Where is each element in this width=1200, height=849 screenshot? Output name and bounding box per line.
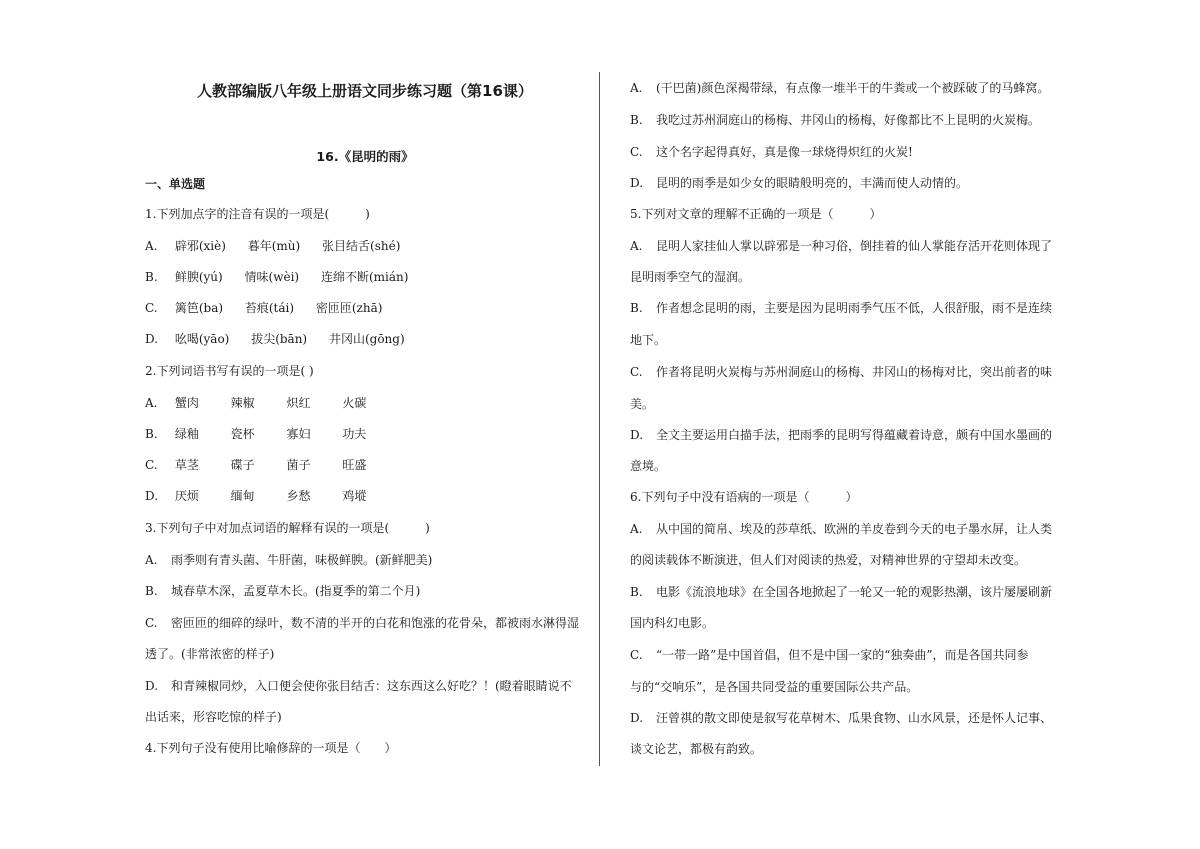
q3-option-a [145, 552, 432, 568]
option-label: C. [630, 145, 643, 159]
q2-option-a [145, 395, 394, 411]
q5-option-a-cont: 昆明雨季空气的湿润。 [630, 270, 751, 284]
q5-option-c [630, 364, 1052, 380]
q2-option-d [145, 488, 394, 504]
q4-option-d [630, 175, 968, 191]
q4-option-a [630, 80, 1049, 96]
option-label: A. [145, 553, 158, 567]
option-word: 缅甸 [230, 489, 255, 503]
document-title: 人教部编版八年级上册语文同步练习题（第16课） [197, 82, 533, 100]
option-text: 这个名字起得真好，真是像一球烧得炽红的火炭! [656, 145, 913, 159]
question-6-stem: 6.下列句子中没有语病的一项是（ ） [630, 490, 858, 504]
option-label: D. [630, 428, 644, 442]
q6-option-a-cont: 的阅读载体不断演进，但人们对阅读的热爱，对精神世界的守望却未改变。 [630, 553, 1027, 567]
option-text: 作者将昆明火炭梅与苏州洞庭山的杨梅、井冈山的杨梅对比，突出前者的味 [656, 365, 1053, 379]
q3-option-d-cont: 出话来，形容吃惊的样子) [145, 710, 282, 724]
option-label: A. [630, 81, 643, 95]
q1-option-c [145, 300, 400, 316]
q2-option-b [145, 426, 394, 442]
option-label: A. [145, 239, 158, 253]
q3-option-c [145, 615, 579, 631]
question-1-stem: 1.下列加点字的注音有误的一项是( ) [145, 207, 370, 221]
option-label: B. [145, 270, 158, 284]
option-word: 暮年(mù) [247, 239, 301, 253]
q1-option-d [145, 331, 423, 347]
option-label: D. [145, 332, 159, 346]
option-label: D. [630, 176, 644, 190]
q5-option-b-cont: 地下。 [630, 333, 667, 347]
option-label: B. [630, 301, 643, 315]
q6-option-c-cont: 与的“交响乐”，是各国共同受益的重要国际公共产品。 [630, 680, 919, 694]
q6-option-c [630, 647, 1029, 663]
option-word: 辟邪(xiè) [174, 239, 226, 253]
option-text: 从中国的简帛、埃及的莎草纸、欧洲的羊皮卷到今天的电子墨水屏，让人类 [656, 522, 1053, 536]
option-word: 乡愁 [286, 489, 311, 503]
q1-option-b [145, 269, 426, 285]
question-3-stem: 3.下列句子中对加点词语的解释有误的一项是( ) [145, 521, 430, 535]
option-text: 昆明的雨季是如少女的眼睛般明亮的，丰满而使人动情的。 [656, 176, 969, 190]
option-label: C. [145, 458, 158, 472]
option-text: “一带一路”是中国首倡，但不是中国一家的“独奏曲”，而是各国共同参 [656, 648, 1029, 662]
option-text: 雨季则有青头菌、牛肝菌，味极鲜腴。(新鲜肥美) [171, 553, 433, 567]
q6-option-d-cont: 谈文论艺，都极有韵致。 [630, 742, 763, 756]
q4-option-c [630, 144, 913, 160]
option-word: 情味(wèi) [244, 270, 300, 284]
option-text: (干巴菌)颜色深褐带绿，有点像一堆半干的牛粪或一个被踩破了的马蜂窝。 [656, 81, 1050, 95]
option-word: 鸡㙡 [342, 489, 367, 503]
option-text: 全文主要运用白描手法，把雨季的昆明写得蕴藏着诗意，颇有中国水墨画的 [656, 428, 1053, 442]
option-word: 鲜腴(yú) [174, 270, 223, 284]
option-word: 辣椒 [230, 396, 255, 410]
q6-option-b [630, 584, 1052, 600]
option-word: 火碳 [342, 396, 367, 410]
option-label: D. [145, 489, 159, 503]
q5-option-a [630, 238, 1052, 254]
option-label: D. [145, 679, 159, 693]
option-text: 和青辣椒同炒，入口便会使你张目结舌：这东西这么好吃？！(瞪着眼睛说不 [171, 679, 572, 693]
q3-option-b [145, 583, 420, 599]
option-label: B. [630, 113, 643, 127]
q4-option-b [630, 112, 1040, 128]
question-4-stem: 4.下列句子没有使用比喻修辞的一项是（ ） [145, 741, 397, 755]
q3-option-d [145, 678, 572, 694]
option-word: 瓷杯 [230, 427, 255, 441]
question-5-stem: 5.下列对文章的理解不正确的一项是（ ） [630, 207, 882, 221]
option-text: 昆明人家挂仙人掌以辟邪是一种习俗，倒挂着的仙人掌能存活开花则体现了 [656, 239, 1053, 253]
option-word: 密匝匝(zhā) [315, 301, 383, 315]
option-text: 城春草木深，孟夏草木长。(指夏季的第二个月) [171, 584, 421, 598]
q6-option-a [630, 521, 1052, 537]
option-word: 碟子 [230, 458, 255, 472]
option-text: 我吃过苏州洞庭山的杨梅、井冈山的杨梅，好像都比不上昆明的火炭梅。 [656, 113, 1041, 127]
option-label: D. [630, 711, 644, 725]
option-word: 连绵不断(mián) [320, 270, 409, 284]
option-word: 旺盛 [342, 458, 367, 472]
option-word: 篱笆(ba) [174, 301, 224, 315]
option-word: 寡妇 [286, 427, 311, 441]
option-label: C. [630, 365, 643, 379]
q1-option-a [145, 238, 418, 254]
option-label: B. [145, 427, 158, 441]
lesson-title: 16.《昆明的雨》 [316, 149, 414, 164]
q6-option-b-cont: 国内科幻电影。 [630, 616, 715, 630]
q5-option-d [630, 427, 1052, 443]
option-label: C. [145, 301, 158, 315]
section-heading: 一、单选题 [145, 177, 206, 191]
q5-option-c-cont: 美。 [630, 397, 655, 411]
option-word: 井冈山(gōng) [328, 332, 405, 346]
q5-option-b [630, 300, 1052, 316]
column-divider [599, 72, 600, 766]
option-text: 汪曾祺的散文即使是叙写花草树木、瓜果食物、山水风景，还是怀人记事、 [656, 711, 1053, 725]
q2-option-c [145, 457, 394, 473]
option-word: 绿釉 [174, 427, 199, 441]
option-word: 炽红 [286, 396, 311, 410]
option-word: 功夫 [342, 427, 367, 441]
option-word: 拔尖(bān) [251, 332, 308, 346]
option-word: 张目结舌(shé) [322, 239, 401, 253]
q3-option-c-cont: 透了。(非常浓密的样子) [145, 647, 275, 661]
option-word: 苔痕(tái) [244, 301, 295, 315]
option-label: A. [630, 522, 643, 536]
question-2-stem: 2.下列词语书写有误的一项是( ) [145, 364, 314, 378]
option-label: B. [630, 585, 643, 599]
q6-option-d [630, 710, 1052, 726]
option-word: 吆喝(yāo) [174, 332, 230, 346]
option-label: B. [145, 584, 158, 598]
q5-option-d-cont: 意境。 [630, 459, 667, 473]
option-label: A. [145, 396, 158, 410]
option-word: 厌烦 [174, 489, 199, 503]
option-text: 作者想念昆明的雨，主要是因为昆明雨季气压不低，人很舒服，雨不是连续 [656, 301, 1053, 315]
option-word: 草茎 [174, 458, 199, 472]
option-word: 蟹肉 [174, 396, 199, 410]
option-label: C. [145, 616, 158, 630]
option-word: 菌子 [286, 458, 311, 472]
option-label: C. [630, 648, 643, 662]
option-text: 密匝匝的细碎的绿叶，数不清的半开的白花和饱涨的花骨朵，都被雨水淋得湿 [171, 616, 580, 630]
option-label: A. [630, 239, 643, 253]
option-text: 电影《流浪地球》在全国各地掀起了一轮又一轮的观影热潮，该片屡屡刷新 [656, 585, 1053, 599]
